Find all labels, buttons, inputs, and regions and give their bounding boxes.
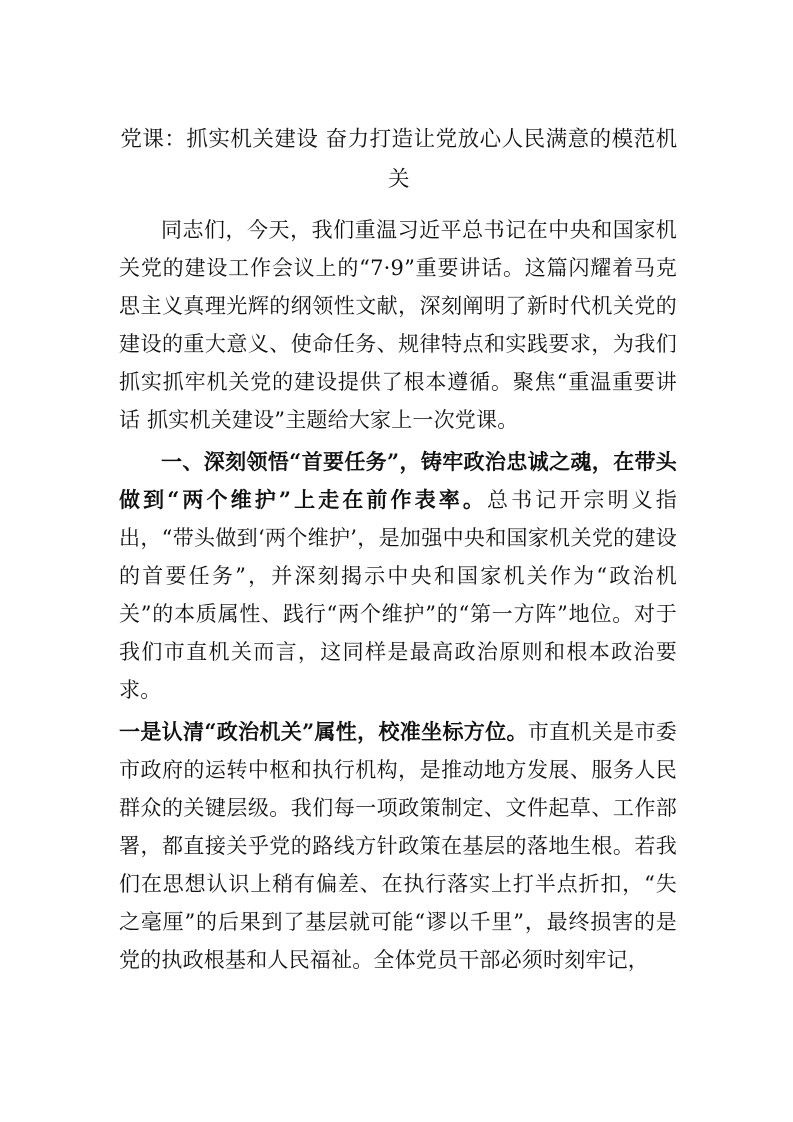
document-body: [119, 211, 677, 979]
section-one-paragraph: [119, 443, 677, 709]
document-title: 党课：抓实机关建设 奋力打造让党放心人民满意的模范机关: [120, 127, 678, 192]
point-one-heading: 一是认清“政治机关”属性，校准坐标方位。: [119, 719, 528, 744]
intro-paragraph: [119, 211, 677, 439]
section-one-heading: 一、深刻领悟“首要任务”，铸牢政治忠诚之魂，在带头做到“两个维护”上走在前作表率。: [119, 449, 677, 512]
intro-paragraph-text: 同志们，今天，我们重温习近平总书记在中央和国家机关党的建设工作会议上的“7·9”重要讲话。这篇闪耀着马克思主义真理光辉的纲领性文献，深刻阐明了新时代机关党的建设的重大意义、使命任务、规律特点和实践要求，为我们抓实抓牢机关党的建设提供了根本遵循。聚焦“重温重要讲话 抓实机关建设”主题给大家上一次党课。: [119, 218, 677, 432]
section-one-text: 总书记开宗明义指出，“带头做到‘两个维护’，是加强中央和国家机关党的建设的首要任务”，并深刻揭示中央和国家机关作为“政治机关”的本质属性、践行“两个维护”的“第一方阵”地位。对于我们市直机关而言，这同样是最高政治原则和根本政治要求。: [119, 488, 678, 702]
point-one-paragraph: [119, 713, 677, 979]
point-one-text: 市直机关是市委市政府的运转中枢和执行机构，是推动地方发展、服务人民群众的关键层级。我们每一项政策制定、文件起草、工作部署，都直接关乎党的路线方针政策在基层的落地生根。若我们在思想认识上稍有偏差、在执行落实上打半点折扣，“失之毫厘”的后果到了基层就可能“谬以千里”，最终损害的是党的执政根基和人民福祉。全体党员干部必须时刻牢记，: [119, 720, 677, 972]
